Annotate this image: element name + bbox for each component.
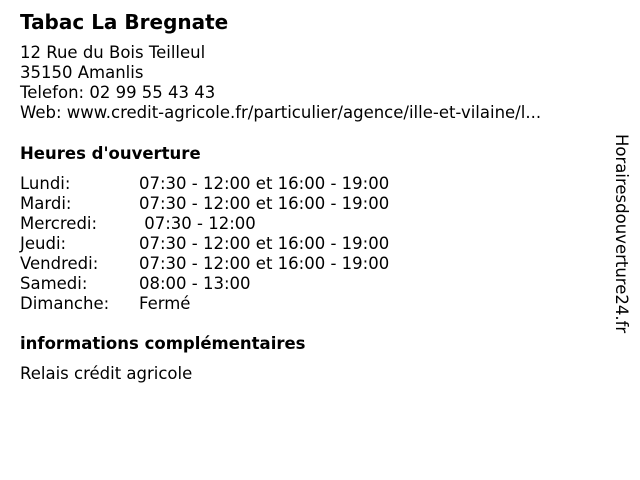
website-link[interactable]: Web: www.credit-agricole.fr/particulier/agence/ille-et-vilaine/l... <box>20 103 542 122</box>
address-city: 35150 Amanlis <box>20 63 144 82</box>
address-street: 12 Rue du Bois Teilleul <box>20 43 206 62</box>
time-value: 07:30 - 12:00 et 16:00 - 19:00 <box>139 254 390 273</box>
watermark <box>601 134 640 344</box>
day-label: Mardi: <box>20 194 72 213</box>
time-value: 07:30 - 12:00 et 16:00 - 19:00 <box>139 194 390 213</box>
hours-row-friday <box>20 254 440 274</box>
time-value: 08:00 - 13:00 <box>139 274 251 293</box>
opening-hours-list <box>20 174 440 314</box>
day-label: Vendredi: <box>20 254 99 273</box>
address-block <box>20 43 541 123</box>
time-value: Fermé <box>139 294 191 313</box>
time-value: 07:30 - 12:00 et 16:00 - 19:00 <box>139 174 390 193</box>
info-text: Relais crédit agricole <box>20 364 193 383</box>
day-label: Samedi: <box>20 274 88 293</box>
phone-line: Telefon: 02 99 55 43 43 <box>20 83 216 102</box>
time-value: 07:30 - 12:00 et 16:00 - 19:00 <box>139 234 390 253</box>
page-title: Tabac La Bregnate <box>20 10 229 34</box>
day-label: Lundi: <box>20 174 71 193</box>
hours-row-thursday <box>20 234 440 254</box>
hours-heading: Heures d'ouverture <box>20 144 201 163</box>
time-value: 07:30 - 12:00 <box>139 214 256 233</box>
hours-row-monday <box>20 174 440 194</box>
info-heading: informations complémentaires <box>20 334 306 353</box>
day-label: Mercredi: <box>20 214 98 233</box>
watermark-text: Horairesdouverture24.fr <box>612 134 631 334</box>
hours-row-saturday <box>20 274 440 294</box>
day-label: Dimanche: <box>20 294 110 313</box>
hours-row-wednesday <box>20 214 440 234</box>
hours-row-sunday <box>20 294 440 314</box>
hours-row-tuesday <box>20 194 440 214</box>
day-label: Jeudi: <box>20 234 67 253</box>
